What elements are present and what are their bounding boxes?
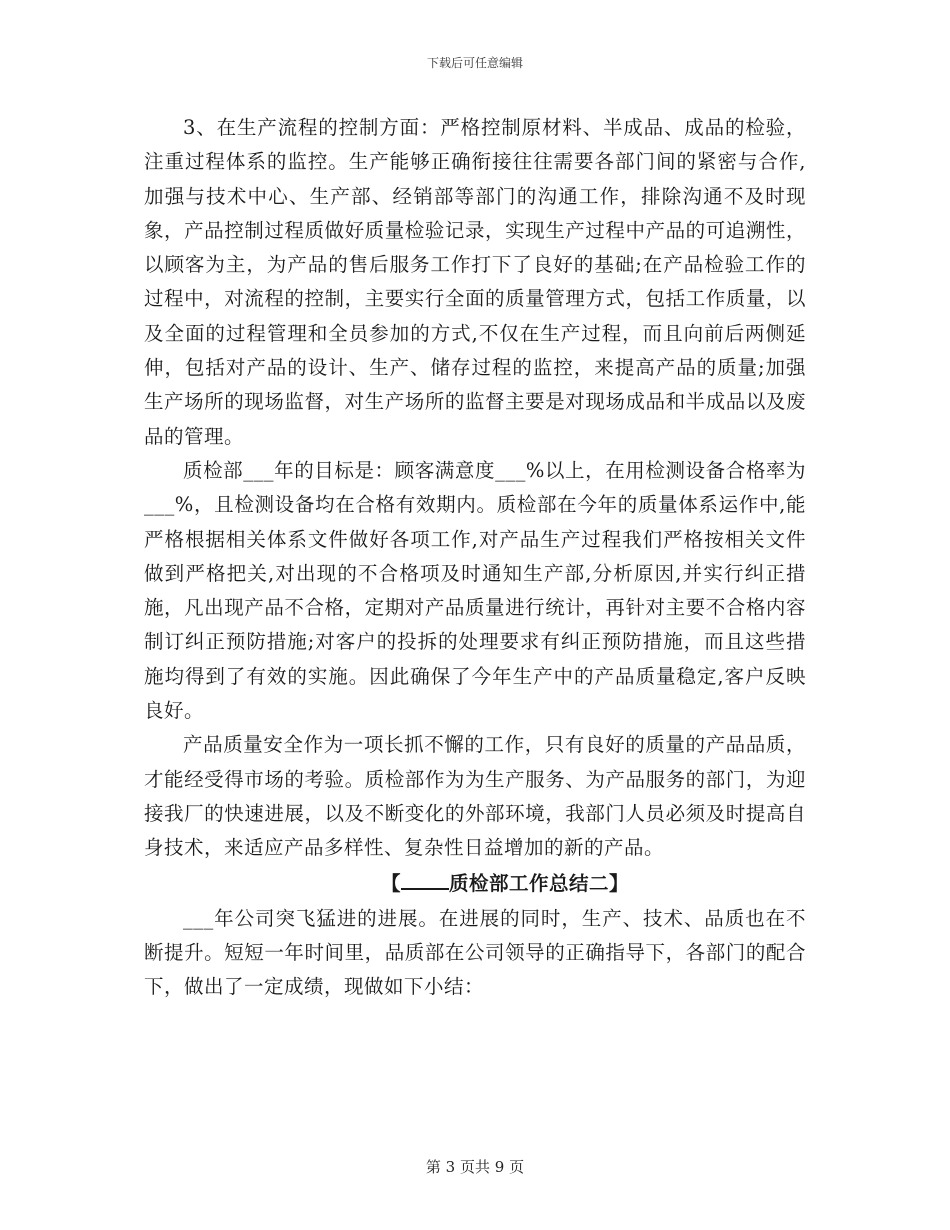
heading-blank bbox=[401, 870, 449, 890]
paragraph-production-control: 3、在生产流程的控制方面：严格控制原材料、半成品、成品的检验，注重过程体系的监控。生产能够正确衔接往往需要各部门间的紧密与合作,加强与技术中心、生产部、经销部等部门的沟通工作，排除沟通不及时现象，产品控制过程质做好质量检验记录，实现生产过程中产品的可追溯性，以顾客为主，为产品的售后服务工作打下了良好的基础;在产品检验工作的过程中，对流程的控制，主要实行全面的质量管理方式，包括工作质量，以及全面的过程管理和全员参加的方式,不仅在生产过程，而且向前后两侧延伸，包括对产品的设计、生产、储存过程的监控，来提高产品的质量;加强生产场所的现场监督，对生产场所的监督主要是对现场成品和半成品以及废品的管理。 bbox=[144, 116, 806, 448]
document-body bbox=[144, 111, 806, 1004]
page-number: 第 3 页共 9 页 bbox=[425, 1158, 525, 1176]
heading-title: 质检部工作总结二】 bbox=[449, 871, 630, 895]
paragraph-annual-goals: 质检部___年的目标是：顾客满意度___%以上，在用检测设备合格率为___%，且检测设备均在合格有效期内。质检部在今年的质量体系运作中,能严格根据相关体系文件做好各项工作,对产品生产过程我们严格按相关文件做到严格把关,对出现的不合格项及时通知生产部,分析原因,并实行纠正措施，凡出现产品不合格，定期对产品质量进行统计，再针对主要不合格内容制订纠正预防措施;对客户的投拆的处理要求有纠正预防措施，而且这些措施均得到了有效的实施。因此确保了今年生产中的产品质量稳定,客户反映良好。 bbox=[144, 458, 806, 723]
paragraph-summary-intro: ___年公司突飞猛进的进展。在进展的同时，生产、技术、品质也在不断提升。短短一年时间里，品质部在公司领导的正确指导下，各部门的配合下，做出了一定成绩，现做如下小结： bbox=[144, 906, 806, 999]
paragraph-quality-safety: 产品质量安全作为一项长抓不懈的工作，只有良好的质量的产品品质，才能经受得市场的考验。质检部作为为生产服务、为产品服务的部门，为迎接我厂的快速进展，以及不断变化的外部环境，我部门人员必须及时提高自身技术，来适应产品多样性、复杂性日益增加的新的产品。 bbox=[144, 733, 806, 860]
heading-bracket: 【 bbox=[380, 871, 401, 895]
section-heading bbox=[144, 866, 806, 902]
header-note: 下载后可任意编辑 bbox=[426, 56, 523, 70]
